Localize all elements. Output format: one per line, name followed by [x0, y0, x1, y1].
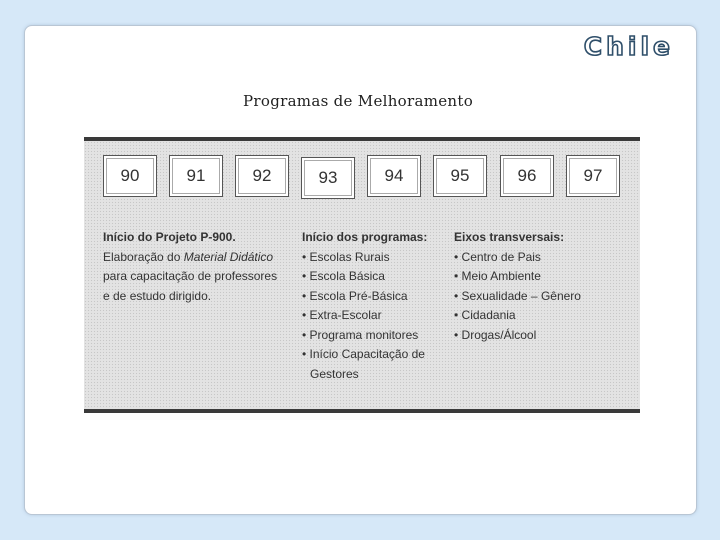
list-item: • Escola Básica: [302, 267, 442, 287]
year-box-95: 95: [433, 155, 487, 197]
timeline-panel: [84, 137, 640, 413]
year-box-91: 91: [169, 155, 223, 197]
year-row: [103, 155, 623, 197]
year-box-92: 92: [235, 155, 289, 197]
list-item: • Programa monitores: [302, 326, 442, 346]
year-box-96: 96: [500, 155, 554, 197]
axes-list: [454, 248, 624, 346]
year-box-94: 94: [367, 155, 421, 197]
list-item: • Escola Pré-Básica: [302, 287, 442, 307]
column-text: [103, 248, 283, 307]
column-heading: Início dos programas:: [302, 230, 428, 244]
column-programs: [302, 228, 442, 384]
column-transversal: [454, 228, 624, 345]
brand-logo: Chile: [583, 32, 674, 61]
list-item: • Extra-Escolar: [302, 306, 442, 326]
year-box-90: 90: [103, 155, 157, 197]
list-item: • Centro de Pais: [454, 248, 624, 268]
text-part: Elaboração do: [103, 249, 184, 264]
slide-title: Programas de Melhoramento: [243, 92, 474, 110]
slide: [24, 25, 697, 515]
year-box-93: 93: [301, 157, 355, 199]
list-item: • Sexualidade – Gênero: [454, 287, 624, 307]
text-part: para capacitação de professores e de estudo dirigido.: [103, 269, 278, 303]
list-item: • Cidadania: [454, 306, 624, 326]
column-p900: [103, 228, 283, 306]
list-item: • Escolas Rurais: [302, 248, 442, 268]
list-item: • Início Capacitação de Gestores: [302, 345, 442, 384]
column-heading: Eixos transversais:: [454, 230, 565, 244]
text-italic: Material Didático: [183, 249, 274, 264]
program-list: [302, 248, 442, 385]
year-box-97: 97: [566, 155, 620, 197]
column-heading: Início do Projeto P-900.: [103, 230, 236, 244]
list-item: • Drogas/Álcool: [454, 326, 624, 346]
list-item: • Meio Ambiente: [454, 267, 624, 287]
